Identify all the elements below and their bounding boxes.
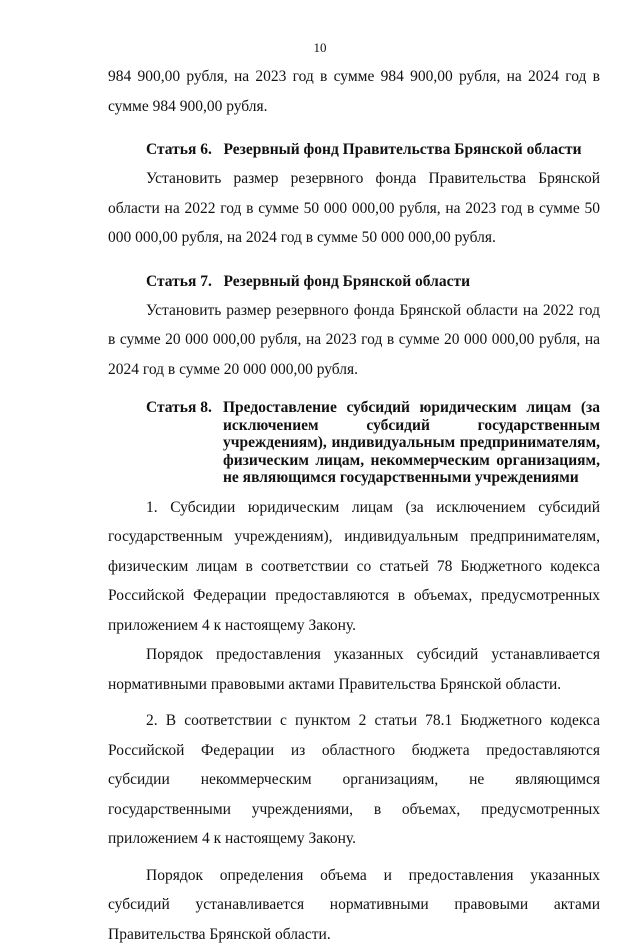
article-8-paragraph-1: 1. Субсидии юридическим лицам (за исключением субсидий государственным учреждениям), индивидуальным предпринимателям, физическим лицам в соответствии со статьей 78 Бюджетного кодекса Российской Федерации предоставляются в объемах, предусмотренных приложением 4 к настоящему Закону.	[108, 493, 600, 641]
article-7-text: Установить размер резервного фонда Брянской области на 2022 год в сумме 20 000 000,00 рубля, на 2023 год в сумме 20 000 000,00 рубля, на 2024 год в сумме 20 000 000,00 рубля.	[108, 296, 600, 385]
article-7-heading: Статья 7. Резервный фонд Брянской области	[108, 268, 600, 296]
article-8-paragraph-3: 2. В соответствии с пунктом 2 статьи 78.1 Бюджетного кодекса Российской Федерации из областного бюджета предоставляются субсидии некоммерческим организациям, не являющимся государственными учреждениями, в объемах, предусмотренных приложением 4 к настоящему Закону.	[108, 706, 600, 854]
article-8-title: Предоставление субсидий юридическим лицам (за исключением субсидий государственным учреждениям), индивидуальным предпринимателям, физическим лицам, некоммерческим организациям, не являющимся государственными учреждениями	[223, 399, 600, 487]
article-8-number: Статья 8.	[146, 399, 223, 487]
article-8-paragraph-4: Порядок определения объема и предоставления указанных субсидий устанавливается нормативными правовыми актами Правительства Брянской области.	[108, 861, 600, 949]
article-8-paragraph-2: Порядок предоставления указанных субсидий устанавливается нормативными правовыми актами Правительства Брянской области.	[108, 640, 600, 699]
article-8-heading	[108, 399, 600, 487]
document-body	[108, 62, 600, 949]
page-number: 10	[0, 40, 640, 56]
article-6-heading: Статья 6. Резервный фонд Правительства Брянской области	[108, 136, 600, 164]
intro-paragraph: 984 900,00 рубля, на 2023 год в сумме 984 900,00 рубля, на 2024 год в сумме 984 900,00 рубля.	[108, 62, 600, 121]
article-6-text: Установить размер резервного фонда Правительства Брянской области на 2022 год в сумме 50 000 000,00 рубля, на 2023 год в сумме 50 000 000,00 рубля, на 2024 год в сумме 50 000 000,00 рубля.	[108, 164, 600, 253]
